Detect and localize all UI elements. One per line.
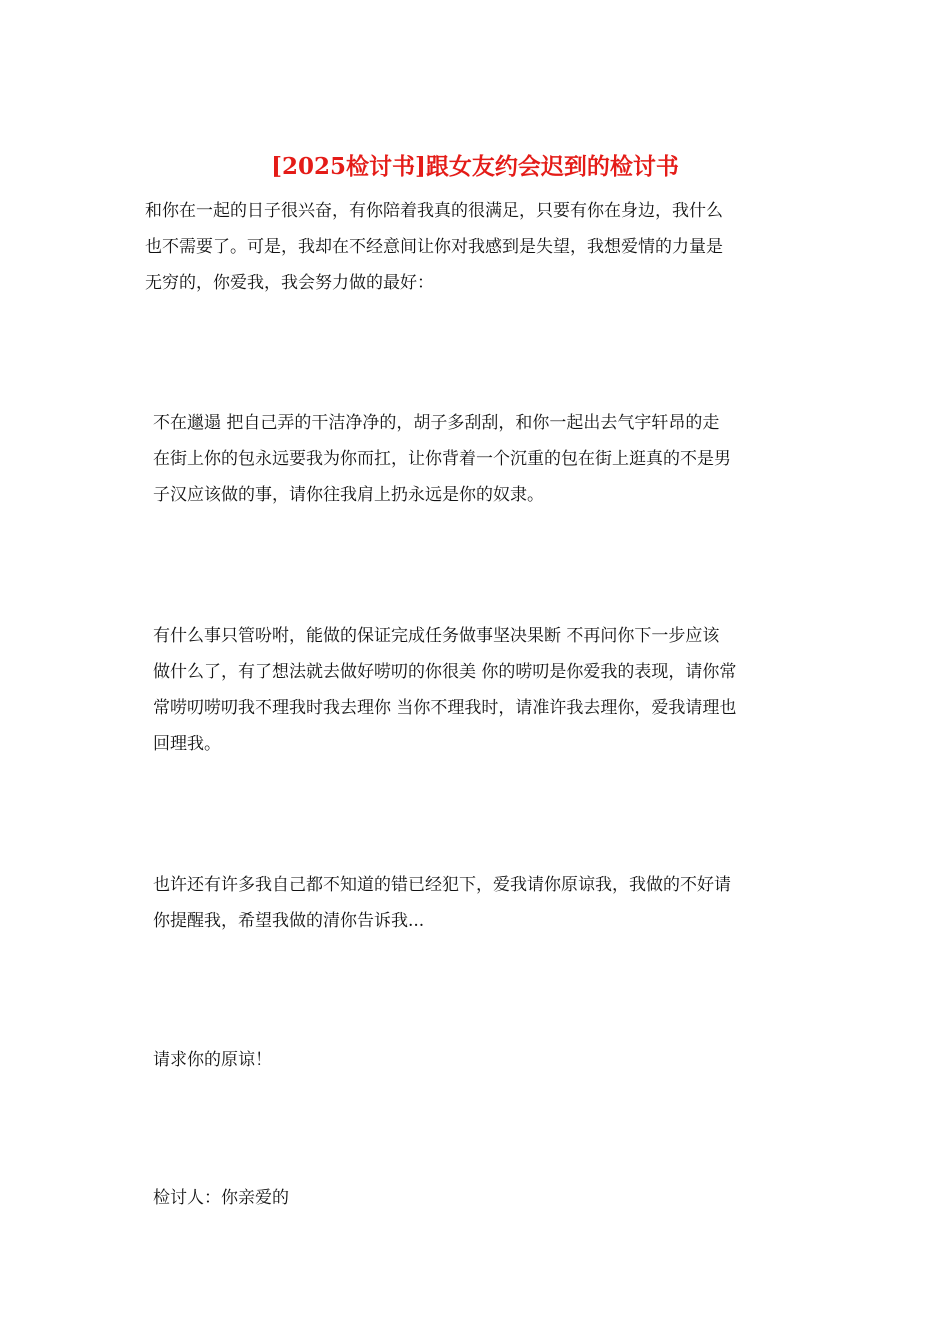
paragraph-request xyxy=(145,1042,810,1078)
paragraph-line: 回理我。 xyxy=(153,734,221,754)
paragraph-promise-tidy xyxy=(145,405,810,513)
paragraph-line: 也不需要了。可是，我却在不经意间让你对我感到是失望，我想爱情的力量是 xyxy=(145,237,723,257)
paragraph-forgiveness xyxy=(145,867,810,939)
paragraph-line: 请求你的原谅！ xyxy=(153,1050,272,1070)
paragraph-line: 有什么事只管吩咐，能做的保证完成任务做事坚决果断 不再问你下一步应该 xyxy=(153,626,720,646)
paragraph-intro xyxy=(145,193,810,301)
document-title: [2025检讨书]跟女友约会迟到的检讨书 xyxy=(271,153,679,180)
paragraph-line: 无穷的，你爱我，我会努力做的最好： xyxy=(145,273,434,293)
paragraph-line: 和你在一起的日子很兴奋，有你陪着我真的很满足，只要有你在身边，我什么 xyxy=(145,201,723,221)
paragraph-promise-obey xyxy=(145,618,810,762)
paragraph-line: 子汉应该做的事，请你往我肩上扔永远是你的奴隶。 xyxy=(153,485,544,505)
paragraph-line: 在街上你的包永远要我为你而扛，让你背着一个沉重的包在街上逛真的不是男 xyxy=(153,449,731,469)
paragraph-line: 也许还有许多我自己都不知道的错已经犯下，爱我请你原谅我，我做的不好请 xyxy=(153,875,731,895)
signature-line: 检讨人：你亲爱的 xyxy=(153,1188,289,1208)
paragraph-line: 你提醒我，希望我做的清你告诉我... xyxy=(153,911,425,931)
paragraph-signature xyxy=(145,1180,810,1216)
paragraph-line: 常唠叨唠叨我不理我时我去理你 当你不理我时，请准许我去理你，爱我请理也 xyxy=(153,698,737,718)
paragraph-line: 做什么了，有了想法就去做好唠叨的你很美 你的唠叨是你爱我的表现，请你常 xyxy=(153,662,737,682)
paragraph-line: 不在邋遢 把自己弄的干洁净净的，胡子多刮刮，和你一起出去气宇轩昂的走 xyxy=(153,413,720,433)
